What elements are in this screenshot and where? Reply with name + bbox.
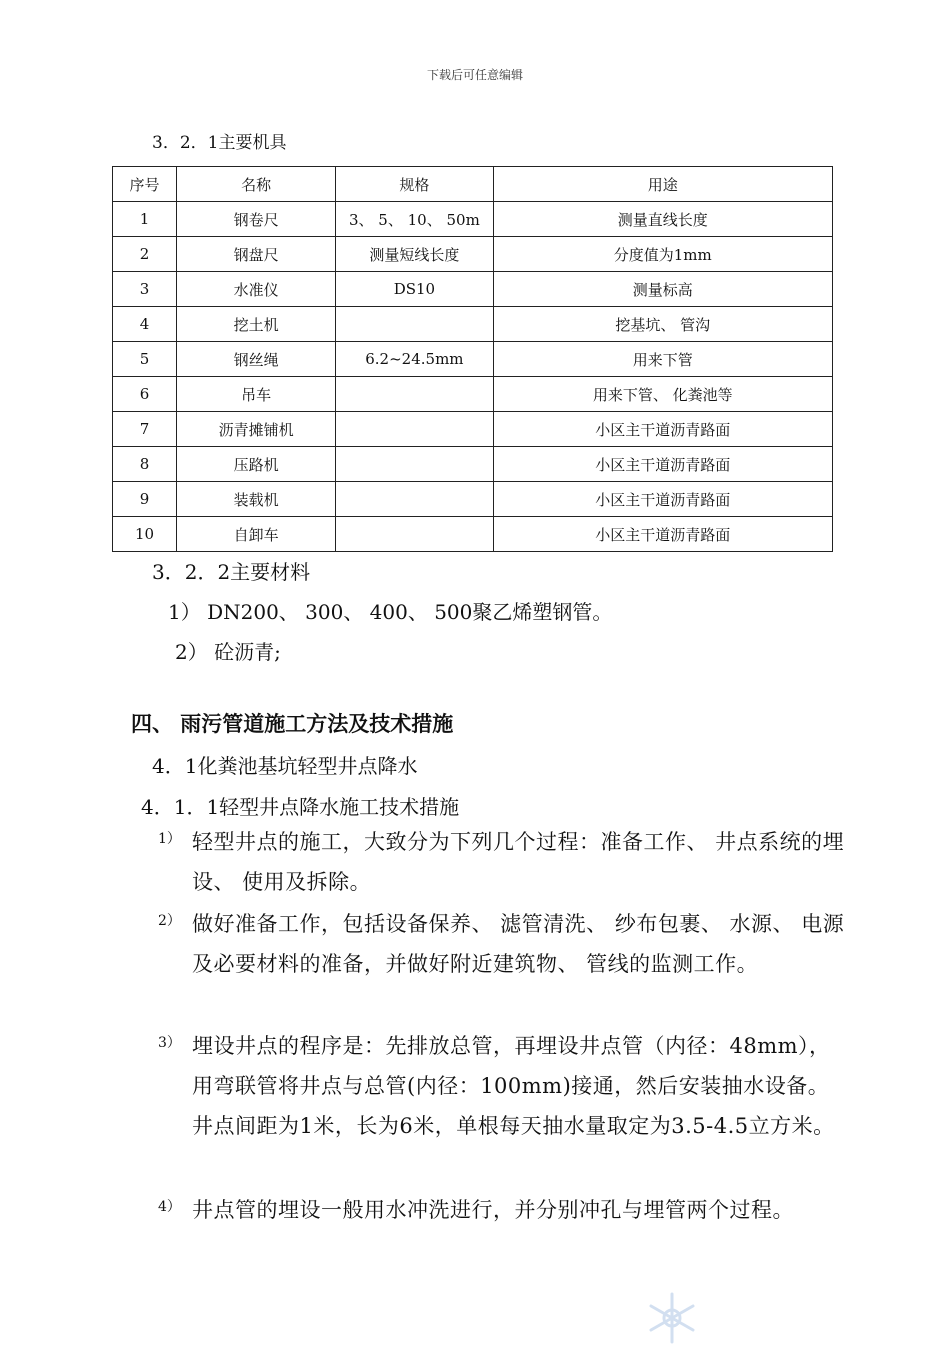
- table-cell: 小区主干道沥青路面: [493, 412, 833, 447]
- material-item: 2） 砼沥青;: [175, 640, 281, 664]
- table-cell: [336, 517, 493, 552]
- table-cell: 沥青摊铺机: [177, 412, 336, 447]
- header-cell: 名称: [177, 167, 336, 202]
- table-cell: 6.2~24.5mm: [336, 342, 493, 377]
- table-cell: 3: [113, 272, 177, 307]
- table-cell: 压路机: [177, 447, 336, 482]
- table-cell: 小区主干道沥青路面: [493, 517, 833, 552]
- table-cell: 6: [113, 377, 177, 412]
- table-cell: 小区主干道沥青路面: [493, 482, 833, 517]
- table-row: [113, 377, 833, 412]
- list-item-number: 3）: [158, 1035, 181, 1051]
- header-cell: 规格: [336, 167, 493, 202]
- table-cell: 水准仪: [177, 272, 336, 307]
- table-cell: 3、 5、 10、 50m: [336, 202, 493, 237]
- list-item-text: 埋设井点的程序是：先排放总管，再埋设井点管（内径：48mm），用弯联管将井点与总管(内径：100mm)接通，然后安装抽水设备。井点间距为1米，长为6米，单根每天抽水量取定为3.5-4.5立方米。: [192, 1034, 835, 1138]
- list-item-number: 1）: [158, 831, 181, 847]
- table-row: [113, 412, 833, 447]
- table-cell: 9: [113, 482, 177, 517]
- table-cell: 自卸车: [177, 517, 336, 552]
- list-item-text: 做好准备工作，包括设备保养、 滤管清洗、 纱布包裹、 水源、 电源及必要材料的准备，并做好附近建筑物、 管线的监测工作。: [192, 912, 845, 976]
- header-cell: 序号: [113, 167, 177, 202]
- table-header-row: [113, 167, 833, 202]
- table-cell: 测量直线长度: [493, 202, 833, 237]
- table-row: [113, 342, 833, 377]
- table-row: [113, 307, 833, 342]
- table-row: [113, 482, 833, 517]
- table-cell: 10: [113, 517, 177, 552]
- list-item: [158, 1190, 848, 1230]
- section-heading-4-1: 4．1化粪池基坑轻型井点降水: [152, 754, 418, 778]
- snowflake-watermark-icon: [642, 1288, 702, 1348]
- header-cell: 用途: [493, 167, 833, 202]
- table-cell: [336, 447, 493, 482]
- table-cell: [336, 482, 493, 517]
- table-row: [113, 272, 833, 307]
- table-cell: 用来下管、 化粪池等: [493, 377, 833, 412]
- table-cell: 5: [113, 342, 177, 377]
- list-item: [158, 904, 848, 984]
- equipment-table: [112, 166, 833, 552]
- table-cell: 分度值为1mm: [493, 237, 833, 272]
- table-cell: 钢丝绳: [177, 342, 336, 377]
- table-cell: 4: [113, 307, 177, 342]
- table-row: [113, 447, 833, 482]
- table-cell: [336, 307, 493, 342]
- table-row: [113, 202, 833, 237]
- table-cell: 小区主干道沥青路面: [493, 447, 833, 482]
- list-item: [158, 1026, 848, 1146]
- section-heading-3-2-2: 3．2．2主要材料: [152, 560, 311, 584]
- table-cell: 用来下管: [493, 342, 833, 377]
- table-cell: 2: [113, 237, 177, 272]
- list-item: [158, 822, 848, 902]
- table-cell: 测量标高: [493, 272, 833, 307]
- chapter-heading-4: 四、 雨污管道施工方法及技术措施: [131, 712, 454, 736]
- table-cell: 钢卷尺: [177, 202, 336, 237]
- table-cell: 装载机: [177, 482, 336, 517]
- list-item-text: 轻型井点的施工，大致分为下列几个过程：准备工作、 井点系统的埋设、 使用及拆除。: [192, 830, 845, 894]
- list-item-number: 4）: [158, 1199, 181, 1215]
- table-cell: 挖基坑、 管沟: [493, 307, 833, 342]
- table-row: [113, 237, 833, 272]
- list-item-text: 井点管的埋设一般用水冲洗进行，并分别冲孔与埋管两个过程。: [192, 1198, 794, 1222]
- table-cell: 吊车: [177, 377, 336, 412]
- material-item: 1） DN200、 300、 400、 500聚乙烯塑钢管。: [168, 600, 613, 624]
- table-cell: 7: [113, 412, 177, 447]
- list-item-number: 2）: [158, 913, 181, 929]
- table-cell: [336, 377, 493, 412]
- table-cell: [336, 412, 493, 447]
- table-cell: 钢盘尺: [177, 237, 336, 272]
- section-heading-3-2-1: 3．2．1主要机具: [152, 133, 287, 153]
- table-cell: 测量短线长度: [336, 237, 493, 272]
- table-cell: 1: [113, 202, 177, 237]
- table-cell: 8: [113, 447, 177, 482]
- table-cell: DS10: [336, 272, 493, 307]
- page-header: 下载后可任意编辑: [426, 68, 523, 82]
- section-heading-4-1-1: 4．1．1轻型井点降水施工技术措施: [141, 795, 460, 819]
- table-row: [113, 517, 833, 552]
- table-cell: 挖土机: [177, 307, 336, 342]
